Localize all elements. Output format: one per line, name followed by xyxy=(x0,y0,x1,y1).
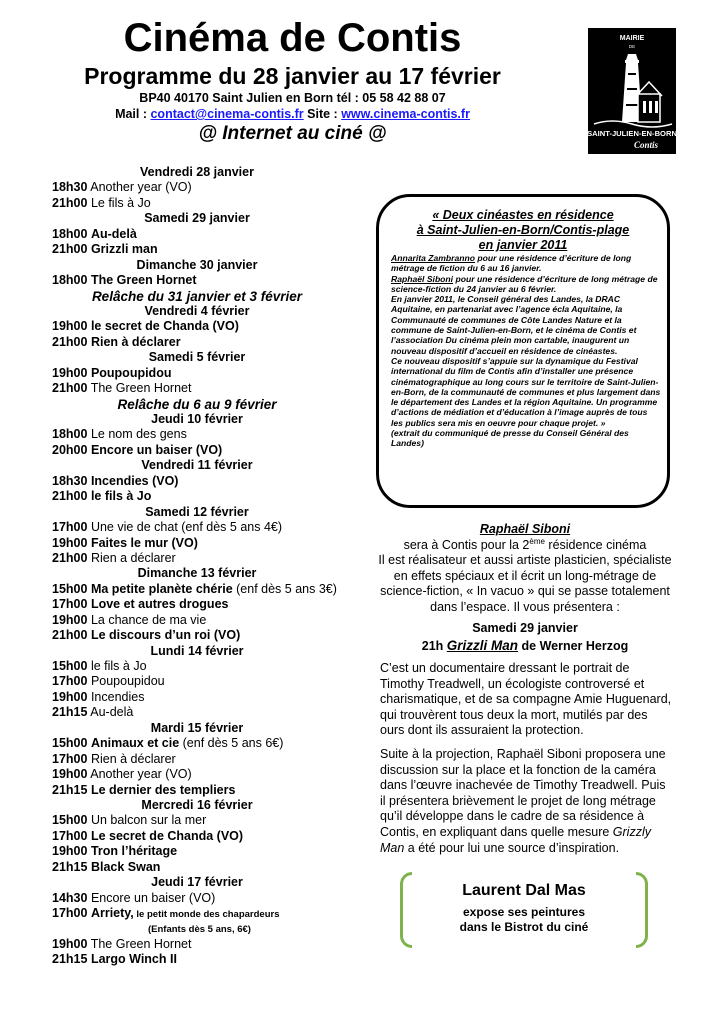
showtime-row xyxy=(52,829,372,844)
showtime-row xyxy=(52,427,372,442)
residence-item-text: pour une résidence d’écriture de long métrage de fiction du 6 au 16 janvier. xyxy=(391,253,632,274)
showtime: 17h00 xyxy=(52,906,88,920)
closure-notice: Relâche du 31 janvier et 3 février xyxy=(91,288,303,304)
showtime: 19h00 xyxy=(52,689,88,704)
screening-event xyxy=(378,620,672,655)
showtime-row xyxy=(52,937,372,952)
showtime: 21h00 xyxy=(52,242,88,257)
showtime-row xyxy=(52,752,372,767)
postal-address: BP40 40170 Saint Julien en Born tél : 05 58 42 88 07 xyxy=(139,91,446,105)
showtime-row xyxy=(52,906,372,921)
showtime-row xyxy=(52,180,372,195)
showtime: 21h00 xyxy=(52,334,88,349)
mail-label: Mail : xyxy=(115,107,151,121)
showtime-row xyxy=(52,474,372,489)
showtime-row xyxy=(52,520,372,535)
showtime-row xyxy=(52,489,372,504)
day-heading: Mercredi 16 février xyxy=(141,797,253,812)
showtime: 18h30 xyxy=(52,473,88,488)
closure-notice: Relâche du 6 au 9 février xyxy=(117,396,277,412)
showtime-row xyxy=(52,242,372,257)
showtime-row xyxy=(52,659,372,674)
town-hall-logo xyxy=(588,28,676,154)
site-label: Site : xyxy=(303,107,342,121)
film-title-italic: Grizzly Man xyxy=(380,824,651,855)
day-heading: Jeudi 10 février xyxy=(151,412,243,426)
film-title: Le discours d’un roi (VO) xyxy=(90,628,241,643)
showtime: 19h00 xyxy=(52,319,88,334)
showtime: 19h00 xyxy=(52,535,88,550)
showtime-row xyxy=(52,844,372,859)
residence-text xyxy=(391,253,661,449)
showtime: 21h00 xyxy=(52,489,88,504)
programme-subtitle: Programme du 28 janvier au 17 février xyxy=(84,63,501,89)
showtime: 21h15 xyxy=(52,859,88,874)
showtime-row xyxy=(52,705,372,720)
screening-date: Samedi 29 janvier xyxy=(472,621,578,635)
showtime: 21h00 xyxy=(52,550,88,565)
showtime: 19h00 xyxy=(52,936,88,951)
film-title: Le dernier des templiers xyxy=(90,782,236,797)
film-title: Un balcon sur la mer xyxy=(90,813,207,828)
website-link[interactable]: www.cinema-contis.fr xyxy=(341,107,470,121)
film-note: (enf dès 5 ans 6€) xyxy=(179,736,284,751)
showtime-row xyxy=(52,319,372,334)
day-heading: Vendredi 11 février xyxy=(141,458,253,473)
siboni-intro-b: résidence cinéma xyxy=(544,537,647,552)
film-title: Rien à déclarer xyxy=(90,334,181,349)
logo-top-text: MAIRIE xyxy=(619,35,645,42)
showtime: 20h00 xyxy=(52,442,88,457)
film-title: The Green Hornet xyxy=(90,381,192,396)
film-title: Another year (VO) xyxy=(90,180,192,195)
screening-director: de Werner Herzog xyxy=(518,639,629,653)
residence-paragraph: Ce nouveau dispositif s’appuie sur la dynamique du Festival international du film de Contis afin d’installer une présence cinématographique au long cours sur le territoire de Saint-Julien-en-Born, de la communauté de communes et plus largement dans le département des Landes et la région Aquitaine. Un programme d’actions de médiation et d’éducation à l’image auprès de tous les publics sera mis en oeuvre pour chaque projet. » xyxy=(391,355,661,428)
showtime-row xyxy=(52,443,372,458)
showtime: 21h15 xyxy=(52,952,88,967)
film-title: Another year (VO) xyxy=(90,767,192,782)
showtime: 15h00 xyxy=(52,736,88,751)
showtime: 17h00 xyxy=(52,828,88,843)
day-heading: Lundi 14 février xyxy=(150,643,244,658)
film-title: Au-delà xyxy=(90,705,134,720)
residence-item xyxy=(391,274,661,295)
showtime: 19h00 xyxy=(52,365,88,380)
showtime-row xyxy=(52,813,372,828)
discussion-description xyxy=(380,747,674,856)
showtime-row xyxy=(52,366,372,381)
film-subtitle: le petit monde des chapardeurs xyxy=(133,909,280,920)
exhibition-line: dans le Bistrot du ciné xyxy=(459,920,589,934)
film-title: Largo Winch II xyxy=(90,952,177,967)
siboni-intro xyxy=(378,538,672,554)
logo-script-text: Contis xyxy=(633,140,659,150)
siboni-name: Raphaël Siboni xyxy=(479,522,571,536)
film-title: Encore un baiser (VO) xyxy=(90,442,223,457)
screening-time: 21h xyxy=(421,639,447,653)
siboni-section xyxy=(378,522,672,615)
showtime-row xyxy=(52,891,372,906)
discussion-text: Suite à la projection, Raphaël Siboni proposera une discussion sur la place et la fonction de la caméra dans l’œuvre inachevée de Timothy Treadwell. Puis il présentera brièvement le projet de long métrage qu’il développe dans le cadre de sa résidence à Contis, en expliquant dans quelle mesure xyxy=(380,747,666,839)
showtime: 21h15 xyxy=(52,782,88,797)
showtime: 17h00 xyxy=(52,674,88,689)
day-heading: Dimanche 30 janvier xyxy=(136,257,258,272)
showtime: 21h00 xyxy=(52,195,88,210)
residence-item-text: pour une résidence d’écriture de long métrage de science-fiction du 24 janvier au 6 février. xyxy=(391,273,658,294)
film-title: La chance de ma vie xyxy=(90,612,207,627)
page-title: Cinéma de Contis xyxy=(123,16,462,60)
showtime-row xyxy=(52,227,372,242)
siboni-bio: Il est réalisateur et aussi artiste plasticien, spécialiste en effets spéciaux et il écrit un long-métrage de science-fiction, « In vacuo » qui se passe totalement dans l’espace. Il vous présentera : xyxy=(378,553,672,614)
showtime-row xyxy=(52,952,372,967)
showtime: 18h00 xyxy=(52,226,88,241)
film-title: Arriety, xyxy=(90,906,134,920)
siboni-intro-a: sera à Contis pour la 2 xyxy=(403,537,530,552)
residence-item xyxy=(391,253,661,274)
logo-town-text: SAINT-JULIEN-EN-BORN xyxy=(588,129,676,138)
showtime: 18h00 xyxy=(52,427,88,442)
film-title: The Green Hornet xyxy=(90,273,197,288)
day-heading: Mardi 15 février xyxy=(150,720,244,735)
showtime: 17h00 xyxy=(52,751,88,766)
showtime: 21h00 xyxy=(52,628,88,643)
residence-paragraph: En janvier 2011, le Conseil général des Landes, la DRAC Aquitaine, en partenariat avec l’agence écla Aquitaine, la Communauté de communes de Côte Landes Nature et la commune de Saint-Julien-en-Born, et le cinéma de Contis et l’association Du cinéma plein mon cartable, inaugurent un nouveau dispositif d’accueil en résidence de cinéastes. xyxy=(391,294,637,356)
showtime: 15h00 xyxy=(52,659,88,673)
day-heading: Samedi 12 février xyxy=(145,504,249,519)
film-title: le secret de Chanda (VO) xyxy=(90,319,239,334)
residence-heading-line: en janvier 2011 xyxy=(478,238,568,252)
film-title: The Green Hornet xyxy=(90,936,192,951)
film-title: Grizzli man xyxy=(90,242,158,257)
showtime-row xyxy=(52,767,372,782)
day-heading: Vendredi 28 janvier xyxy=(140,165,254,179)
film-title: Le nom des gens xyxy=(90,427,187,442)
film-title: Rien a déclarer xyxy=(90,550,176,565)
email-link[interactable]: contact@cinema-contis.fr xyxy=(150,107,304,121)
schedule-list xyxy=(52,165,372,968)
film-title: le fils à Jo xyxy=(90,489,152,504)
film-title: Encore un baiser (VO) xyxy=(90,890,216,905)
showtime: 14h30 xyxy=(52,890,88,905)
showtime: 21h00 xyxy=(52,381,88,396)
age-note-text: (Enfants dès 5 ans, 6€) xyxy=(148,924,251,936)
internet-banner: @ Internet au ciné @ xyxy=(198,123,387,144)
film-title: Black Swan xyxy=(90,859,161,874)
day-heading: Samedi 5 février xyxy=(148,350,246,365)
showtime: 19h00 xyxy=(52,612,88,627)
film-title: Poupoupidou xyxy=(90,365,172,380)
film-title: Le secret de Chanda (VO) xyxy=(90,828,244,843)
siboni-sup: ème xyxy=(529,536,545,546)
showtime-row xyxy=(52,551,372,566)
showtime-row xyxy=(52,783,372,798)
film-title: Le fils à Jo xyxy=(90,195,151,210)
film-title: Poupoupidou xyxy=(90,674,165,689)
contact-line xyxy=(0,106,585,122)
residence-heading-line: « Deux cinéastes en résidence xyxy=(432,208,614,222)
showtime: 18h00 xyxy=(52,273,88,288)
showtime: 19h00 xyxy=(52,767,88,782)
film-title: Au-delà xyxy=(90,226,137,241)
showtime-row xyxy=(52,582,372,597)
showtime: 15h00 xyxy=(52,813,88,828)
showtime: 15h00 xyxy=(52,581,88,596)
showtime-row xyxy=(52,613,372,628)
discussion-text-end: a été pour lui une source d’inspiration. xyxy=(404,840,620,855)
day-heading: Jeudi 17 février xyxy=(151,875,243,890)
documentary-description: C’est un documentaire dressant le portrait de Timothy Treadwell, un écologiste controversé et charismatique, et de sa compagne Amie Huguenard, qui trouvèrent tous deux la mort, mutilés par des ours dont ils assuraient la protection. xyxy=(380,661,672,738)
residence-box xyxy=(376,194,670,508)
showtime-row xyxy=(52,690,372,705)
showtime: 17h00 xyxy=(52,520,88,535)
film-title: Incendies xyxy=(90,689,145,704)
day-heading: Dimanche 13 février xyxy=(137,566,257,581)
showtime-row xyxy=(52,381,372,396)
showtime-row xyxy=(52,536,372,551)
artist-name: Laurent Dal Mas xyxy=(462,882,586,899)
day-heading: Samedi 29 janvier xyxy=(144,211,250,226)
screening-title: Grizzli Man xyxy=(446,638,519,653)
showtime: 21h15 xyxy=(52,705,88,720)
film-title: Love et autres drogues xyxy=(90,597,229,612)
showtime: 19h00 xyxy=(52,844,88,859)
showtime: 17h00 xyxy=(52,597,88,612)
film-title: Tron l’héritage xyxy=(90,844,178,859)
film-title: Rien à déclarer xyxy=(90,751,176,766)
showtime-row xyxy=(52,597,372,612)
filmmaker-name: Annarita Zambranno xyxy=(391,253,476,263)
exhibition-box xyxy=(400,872,648,950)
film-title: Incendies (VO) xyxy=(90,473,179,488)
film-title: Ma petite planète chérie xyxy=(90,581,233,596)
press-release-credit: (extrait du communiqué de presse du Conseil Général des Landes) xyxy=(391,428,629,449)
residence-heading-line: à Saint-Julien-en-Born/Contis-plage xyxy=(416,223,630,237)
film-title: Animaux et cie xyxy=(90,736,180,751)
showtime-row xyxy=(52,860,372,875)
residence-heading xyxy=(379,208,667,253)
film-title: Une vie de chat (enf dès 5 ans 4€) xyxy=(90,520,283,535)
showtime-row xyxy=(52,335,372,350)
film-title: Faites le mur (VO) xyxy=(90,535,198,550)
screening-line xyxy=(378,637,672,655)
showtime-row xyxy=(52,674,372,689)
showtime: 18h30 xyxy=(52,180,88,195)
filmmaker-name: Raphaël Siboni xyxy=(391,273,454,284)
age-note xyxy=(52,921,372,936)
showtime-row xyxy=(52,736,372,751)
exhibition-line: expose ses peintures xyxy=(462,905,586,919)
showtime-row xyxy=(52,273,372,288)
logo-mid-text: DE xyxy=(628,44,636,49)
showtime-row xyxy=(52,628,372,643)
showtime-row xyxy=(52,196,372,211)
film-note: (enf dès 5 ans 3€) xyxy=(232,581,337,596)
film-title: le fils à Jo xyxy=(90,659,147,673)
day-heading: Vendredi 4 février xyxy=(144,303,250,318)
